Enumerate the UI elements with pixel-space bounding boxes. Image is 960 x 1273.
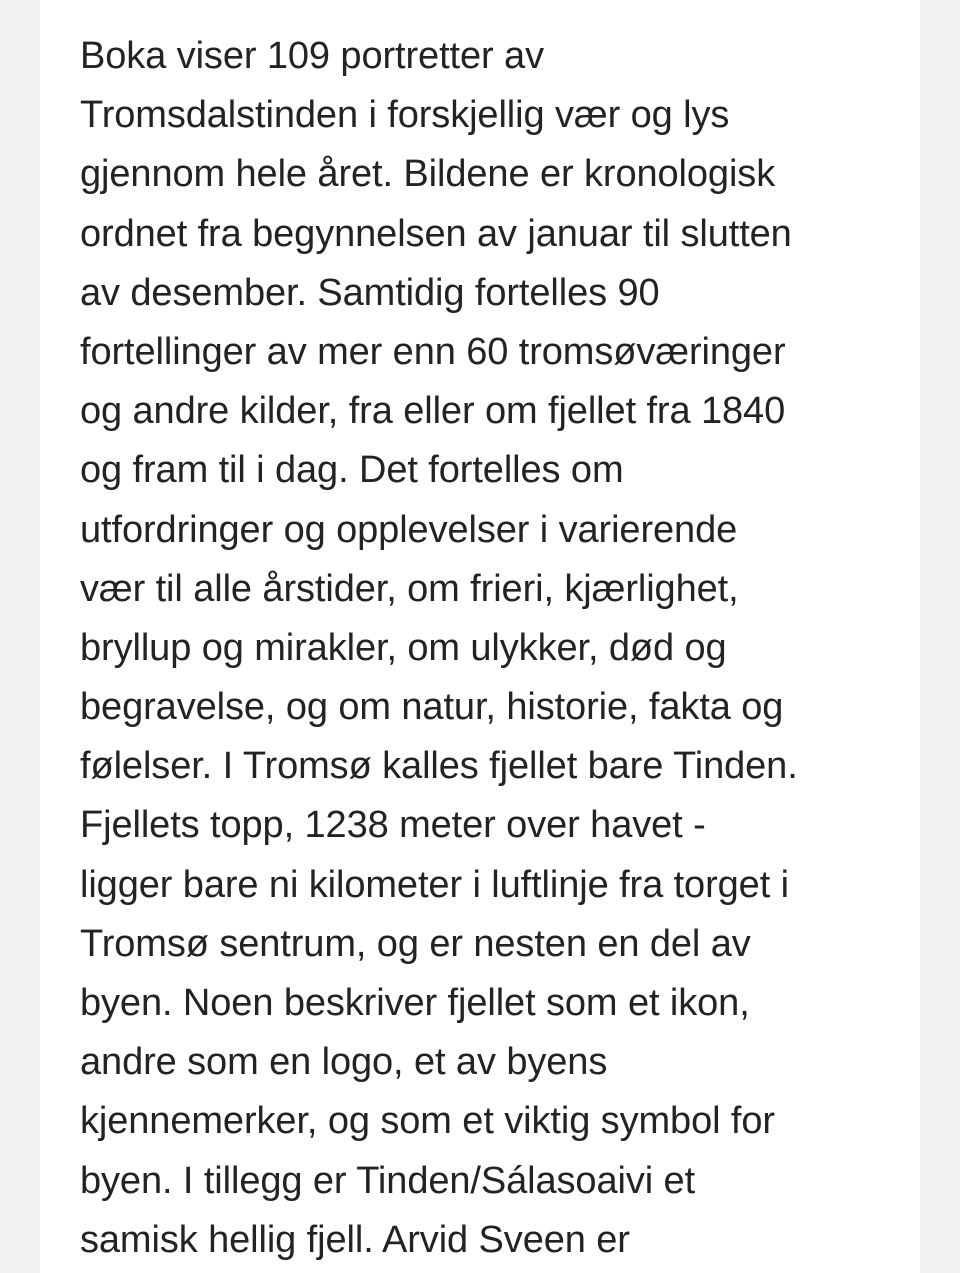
text-line: ordnet fra begynnelsen av januar til slutten — [80, 212, 792, 255]
text-line: begravelse, og om natur, historie, fakta og — [80, 686, 784, 729]
text-line: og fram til i dag. Det fortelles om — [80, 449, 624, 492]
text-line: Tromsø sentrum, og er nesten en del av — [80, 922, 751, 965]
book-description — [80, 27, 900, 1270]
text-line: Boka viser 109 portretter av — [80, 35, 544, 77]
text-line: vær til alle årstider, om frieri, kjærlighet, — [80, 567, 739, 610]
text-line: fortellinger av mer enn 60 tromsøværinger — [80, 330, 786, 373]
text-line: Fjellets topp, 1238 meter over havet - — [80, 804, 706, 847]
text-line: gjennom hele året. Bildene er kronologisk — [80, 153, 776, 196]
text-line: ligger bare ni kilometer i luftlinje fra torget i — [80, 863, 789, 906]
text-line: og andre kilder, fra eller om fjellet fra 1840 — [80, 390, 786, 433]
text-line: Tromsdalstinden i forskjellig vær og lys — [80, 94, 730, 137]
text-line: andre som en logo, et av byens — [80, 1041, 608, 1084]
text-line: følelser. I Tromsø kalles fjellet bare Tinden. — [80, 745, 798, 788]
text-line: av desember. Samtidig fortelles 90 — [80, 271, 660, 314]
text-line: samisk hellig fjell. Arvid Sveen er — [80, 1218, 630, 1261]
content-page — [40, 0, 920, 1273]
text-line: byen. I tillegg er Tinden/Sálasoaivi et — [80, 1159, 696, 1202]
text-line: bryllup og mirakler, om ulykker, død og — [80, 626, 727, 669]
text-line: utfordringer og opplevelser i varierende — [80, 508, 738, 551]
text-line: byen. Noen beskriver fjellet som et ikon, — [80, 982, 750, 1024]
text-line: kjennemerker, og som et viktig symbol for — [80, 1100, 775, 1143]
